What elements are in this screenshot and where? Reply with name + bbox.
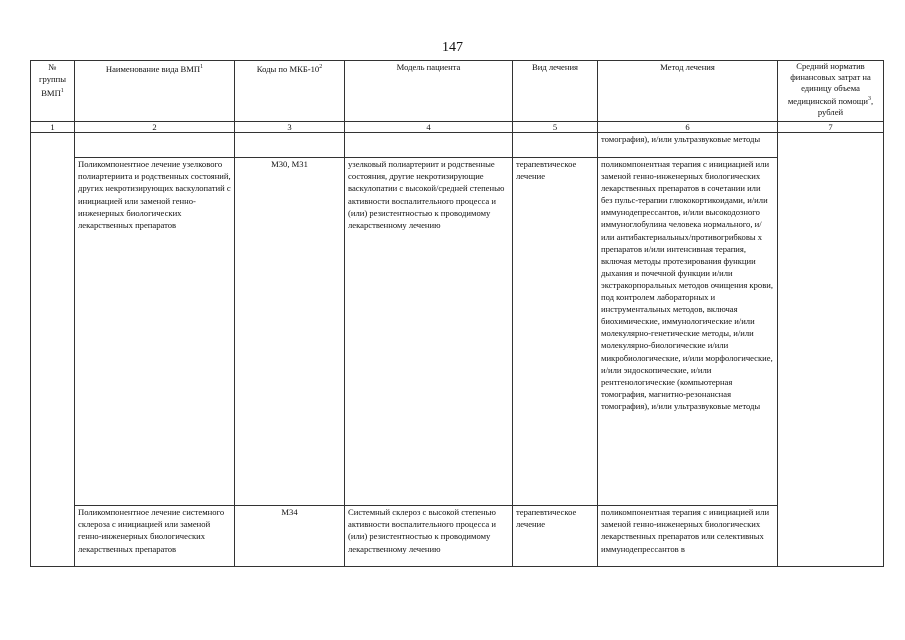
column-number: 2 (75, 122, 235, 133)
treatment-type-cell: терапевтическое лечение (513, 506, 598, 567)
vmp-name-cell (75, 133, 235, 158)
icd-codes-cell: M34 (235, 506, 345, 567)
patient-model-cell: узелковый полиартериит и родственные состояния, другие некротизирующие васкулопатии с высокой/средней степенью активности воспалительного процесса и (или) резистентностью к проводимому лекарственному лечению (345, 158, 513, 506)
vmp-table (30, 60, 884, 567)
header-icd-codes: Коды по МКБ-$10^2$ (235, 61, 345, 122)
table-row (31, 133, 884, 158)
header-patient-model: Модель пациента (345, 61, 513, 122)
treatment-type-cell (513, 133, 598, 158)
header-treatment-type: Вид лечения (513, 61, 598, 122)
page-number: 147 (442, 40, 463, 55)
table-row (31, 506, 884, 567)
column-number: 6 (598, 122, 778, 133)
header-row (31, 61, 884, 122)
icd-codes-cell: M30, M31 (235, 158, 345, 506)
patient-model-cell: Системный склероз с высокой степенью активности воспалительного процесса и (или) резистентностью к проводимому лекарственному лечению (345, 506, 513, 567)
column-number: 1 (31, 122, 75, 133)
treatment-method-cell: томография), и/или ультразвуковые методы (598, 133, 778, 158)
column-number: 5 (513, 122, 598, 133)
icd-codes-cell (235, 133, 345, 158)
treatment-type-cell: терапевтическое лечение (513, 158, 598, 506)
column-number: 3 (235, 122, 345, 133)
column-number: 7 (778, 122, 884, 133)
header-cost-norm: Средний норматив финансовых затрат на единицу объема медицинской помощи$^3$, рублей (778, 61, 884, 122)
treatment-method-cell: поликомпонентная терапия с инициацией или заменой генно-инженерных биологических лекарственных препаратов или селективных иммунодепрессантов в (598, 506, 778, 567)
vmp-name-cell: Поликомпонентное лечение системного склероза с инициацией или заменой генно-инженерных биологических лекарственных препаратов (75, 506, 235, 567)
table-row (31, 158, 884, 506)
group-no-cell (31, 133, 75, 567)
treatment-method-cell: поликомпонентная терапия с инициацией или заменой генно-инженерных биологических лекарственных препаратов в сочетании или без пульс-терапии глюкокортикоидами, и/или иммунодепрессантов, и/или высокодозного иммуноглобулина человека нормального, и/или антибактериальных/противогрибковы х препаратов и/или интенсивная терапия, включая методы протезирования функции дыхания и почечной функции и/или экстракорпоральных методов очищения крови, под контролем лабораторных и инструментальных методов, включая биохимические, иммунологические и/или молекулярно-генетические методы, и/или молекулярно-биологические и/или микробиологические, и/или морфологические, и/или эндоскопические, и/или рентгенологические (компьютерная томография, магнитно-резонансная томография), и/или ультразвуковые методы (598, 158, 778, 506)
cost-norm-cell (778, 133, 884, 567)
header-treatment-method: Метод лечения (598, 61, 778, 122)
header-vmp-name: Наименование вида ВМП$^1$ (75, 61, 235, 122)
patient-model-cell (345, 133, 513, 158)
vmp-name-cell: Поликомпонентное лечение узелкового полиартериита и родственных состояний, других некротизирующих васкулопатий с инициацией или заменой генно-инженерных биологических лекарственных препаратов (75, 158, 235, 506)
column-number: 4 (345, 122, 513, 133)
column-number-row (31, 122, 884, 133)
header-group-no: № группы ВМП$^1$ (31, 61, 75, 122)
